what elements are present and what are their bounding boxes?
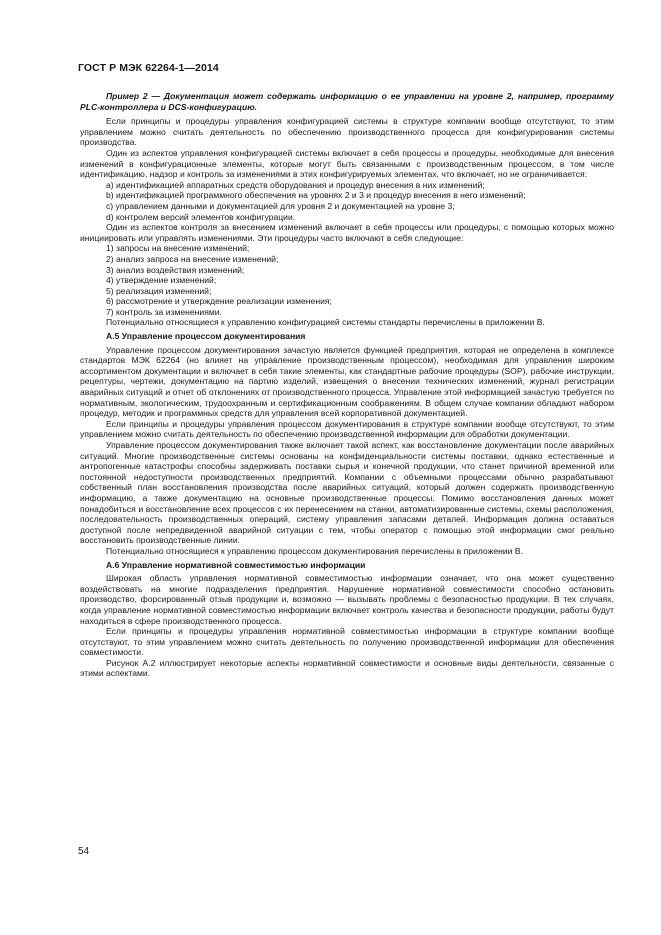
paragraph: Рисунок А.2 иллюстрирует некоторые аспекты нормативной совместимости и основные виды деятельности, связанные с этими аспектами. <box>80 657 614 679</box>
list-item: 5) реализация изменений; <box>106 285 212 296</box>
example-note: Пример 2 — Документация может содержать информацию о ее управлении на уровне 2, например, программу PLC-контроллера и DCS-конфигурацию. <box>80 91 614 112</box>
list-item: c) управлением данными и документацией для уровня 2 и документацией на уровне 3; <box>106 200 455 211</box>
section-heading-a6: А.6 Управление нормативной совместимостью информации <box>106 559 366 570</box>
paragraph: Управление процессом документирования зачастую является функцией предприятия, которая не определена в комплексе стандартов МЭК 62264 (но влияет на управление производственным процессом), необходимая для управления широким ассортиментом документации и включает в себя такие элементы, как стандартные рабочие процедуры (SOP), рабочие инструкции, рецептуры, чертежи, документацию на партию изделий, извещения о внесении технических изменений, журнал регистрации аварийных ситуаций и отчет об отклонениях от производственного процесса. Управление этой информацией зачастую требуется по нормативным, экологическим, трудоохранным и сертификационным соображениям. В общем случае компании обладают набором процедур, методик и программных средств для управления всей корпоративной документацией. <box>80 344 614 419</box>
section-heading-a5: А.5 Управление процессом документирования <box>106 331 306 342</box>
paragraph: Управление процессом документирования также включает такой аспект, как восстановление документации после аварийных ситуаций. Многие производственные системы основаны на конфиденциальности системы поставки, однако естественные и антропогенные катастрофы способны задерживать поставки сырья и конечной продукции, что станет причиной временной или постоянной недоступности производственных предприятий. Компании с объемными процессами обычно разрабатывают собственный план восстановления производства после аварийных ситуаций, который должен содержать производственную информацию, а также документацию на основные производственные процессы. Помимо восстановления данных может понадобиться и восстановление всех процессов с их перенесением на станки, автоматизированные системы, схемы расположения, последовательность производственных операций, систему управления запасами деталей. Информация должна оставаться доступной после непредвиденной аварийной ситуации с тем, чтобы оператор с помощью этой информации смог реально восстановить производственные линии. <box>80 440 614 546</box>
paragraph: Потенциально относящиеся к управлению процессом документирования перечислены в приложении В. <box>106 545 523 556</box>
list-item: 3) анализ воздействия изменений; <box>106 264 245 275</box>
paragraph: Если принципы и процедуры управления нормативной совместимостью информации в структуре компании вообще отсутствуют, то этим управлением можно считать деятельность по получению производственной информации для обеспечения совместимости. <box>80 626 614 658</box>
list-item: d) контролем версий элементов конфигурации. <box>106 211 296 222</box>
paragraph: Если принципы и процедуры управления конфигурацией системы в структуре компании вообще отсутствуют, то этим управлением можно считать деятельность по обеспечению производственного процесса для конфигурирования системы производства. <box>80 116 614 148</box>
document-header: ГОСТ Р МЭК 62264-1—2014 <box>78 62 219 74</box>
list-item: 6) рассмотрение и утверждение реализации изменения; <box>106 296 332 307</box>
paragraph: Один из аспектов управления конфигурацией системы включает в себя процессы и процедуры, необходимые для внесения изменений в конфигурационные элементы, которые могут быть связанными с производственным процессом, в том числе идентификацию, надзор и контроль за изменениями в этих конфигурируемых элементах, что включает, но не ограничивается: <box>80 147 614 180</box>
list-item: b) идентификацией программного обеспечения на уровнях 2 и 3 и процедур внесения в него изменений; <box>106 190 526 201</box>
list-item: 1) запросы на внесение изменений; <box>106 243 250 254</box>
paragraph: Потенциально относящиеся к управлению конфигурацией системы стандарты перечислены в приложении В. <box>106 317 545 328</box>
paragraph: Широкая область управления нормативной совместимостью информации означает, что она может существенно воздействовать на многие подразделения предприятия. Нарушение нормативной совместимости способно остановить производство, форсированный отзыв продукции и, возможно — вызывать проблемы с безопасностью продукции. В тех случаях, когда управление нормативной совместимостью информации включает контроль качества и безопасности продукции, работы будут находиться в сфере производственного процесса. <box>80 573 614 626</box>
page-body <box>80 91 614 679</box>
list-item: 2) анализ запроса на внесение изменений; <box>106 253 279 264</box>
paragraph: Один из аспектов контроля за внесением изменений включает в себя процессы или процедуры, с помощью которых можно инициировать или управлять изменениями. Эти процедуры часто включают в себя следующие: <box>80 222 614 243</box>
list-item: 4) утверждение изменений; <box>106 275 217 286</box>
list-item: a) идентификацией аппаратных средств оборудования и процедур внесения в них изменений; <box>106 179 485 190</box>
page-number: 54 <box>78 846 90 857</box>
paragraph: Если принципы и процедуры управления процессом документирования в структуре компании вообще отсутствуют, то этим управлением можно считать деятельность по обеспечению производственной информации для обработки документации. <box>80 418 614 440</box>
list-item: 7) контроль за изменениями. <box>106 306 222 317</box>
